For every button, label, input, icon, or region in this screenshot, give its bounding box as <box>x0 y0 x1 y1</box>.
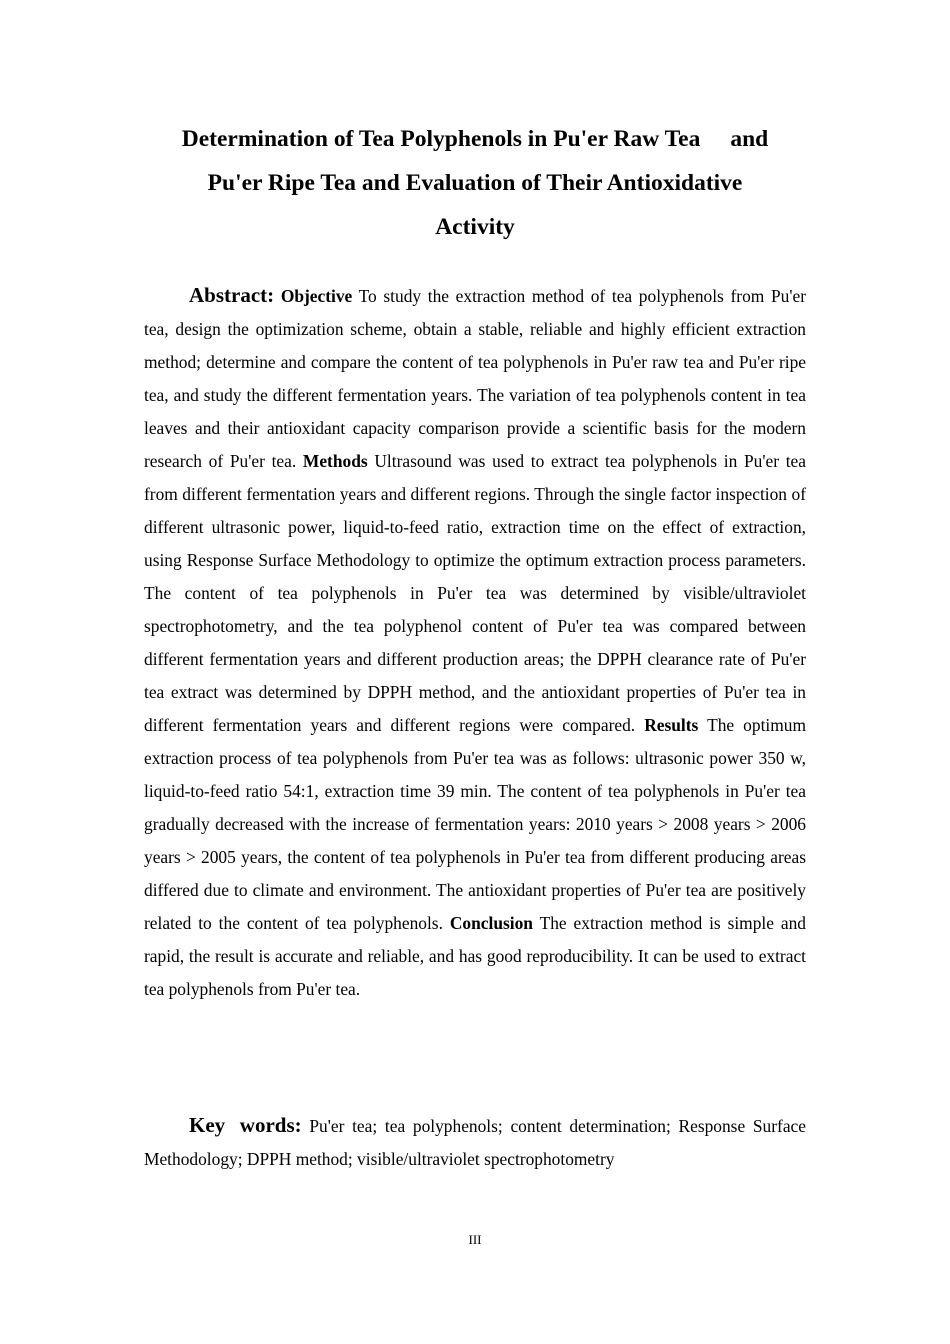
abstract-label: Abstract: <box>189 283 275 307</box>
keywords-paragraph <box>144 1109 806 1176</box>
objective-label: Objective <box>280 286 353 306</box>
title-line-2: Pu'er Ripe Tea and Evaluation of Their Antioxidative <box>207 170 743 196</box>
conclusion-label: Conclusion <box>449 913 533 933</box>
objective-text: To study the extraction method of tea polyphenols from Pu'er tea, design the optimization scheme, obtain a stable, reliable and highly efficient extraction method; determine and compare the content of tea polyphenols in Pu'er raw tea and Pu'er ripe tea, and study the different fermentation years. The variation of tea polyphenols content in tea leaves and their antioxidant capacity comparison provide a scientific basis for the modern research of Pu'er tea. <box>144 286 806 471</box>
keywords-label: Key words: <box>189 1113 302 1137</box>
page-number: III <box>468 1232 482 1247</box>
results-text: The optimum extraction process of tea polyphenols from Pu'er tea was as follows: ultrasonic power 350 w, liquid-to-feed ratio 54:1, extraction time 39 min. The content of tea polyphenols in Pu'er tea gradually decreased with the increase of fermentation years: 2010 years > 2008 years > 2006 years > 2005 years, the content of tea polyphenols in Pu'er tea from different producing areas differed due to climate and environment. The antioxidant properties of Pu'er tea are positively related to the content of tea polyphenols. <box>144 715 806 933</box>
document-title <box>144 117 806 249</box>
conclusion-text: The extraction method is simple and rapid, the result is accurate and reliable, and has good reproducibility. It can be used to extract tea polyphenols from Pu'er tea. <box>144 913 806 999</box>
methods-text: Ultrasound was used to extract tea polyphenols in Pu'er tea from different fermentation years and different regions. Through the single factor inspection of different ultrasonic power, liquid-to-feed ratio, extraction time on the effect of extraction, using Response Surface Methodology to optimize the optimum extraction process parameters. The content of tea polyphenols in Pu'er tea was determined by visible/ultraviolet spectrophotometry, and the tea polyphenol content of Pu'er tea was compared between different fermentation years and different production areas; the DPPH clearance rate of Pu'er tea extract was determined by DPPH method, and the antioxidant properties of Pu'er tea in different fermentation years and different regions were compared. <box>144 451 806 735</box>
keywords-text: Pu'er tea; tea polyphenols; content determination; Response Surface Methodology; DPPH method; visible/ultraviolet spectrophotometry <box>144 1116 806 1169</box>
abstract-paragraph <box>144 279 806 1006</box>
results-label: Results <box>644 715 699 735</box>
title-line-3: Activity <box>435 214 515 240</box>
methods-label: Methods <box>302 451 368 471</box>
title-line-1: Determination of Tea Polyphenols in Pu'er Raw Tea and <box>181 126 769 152</box>
